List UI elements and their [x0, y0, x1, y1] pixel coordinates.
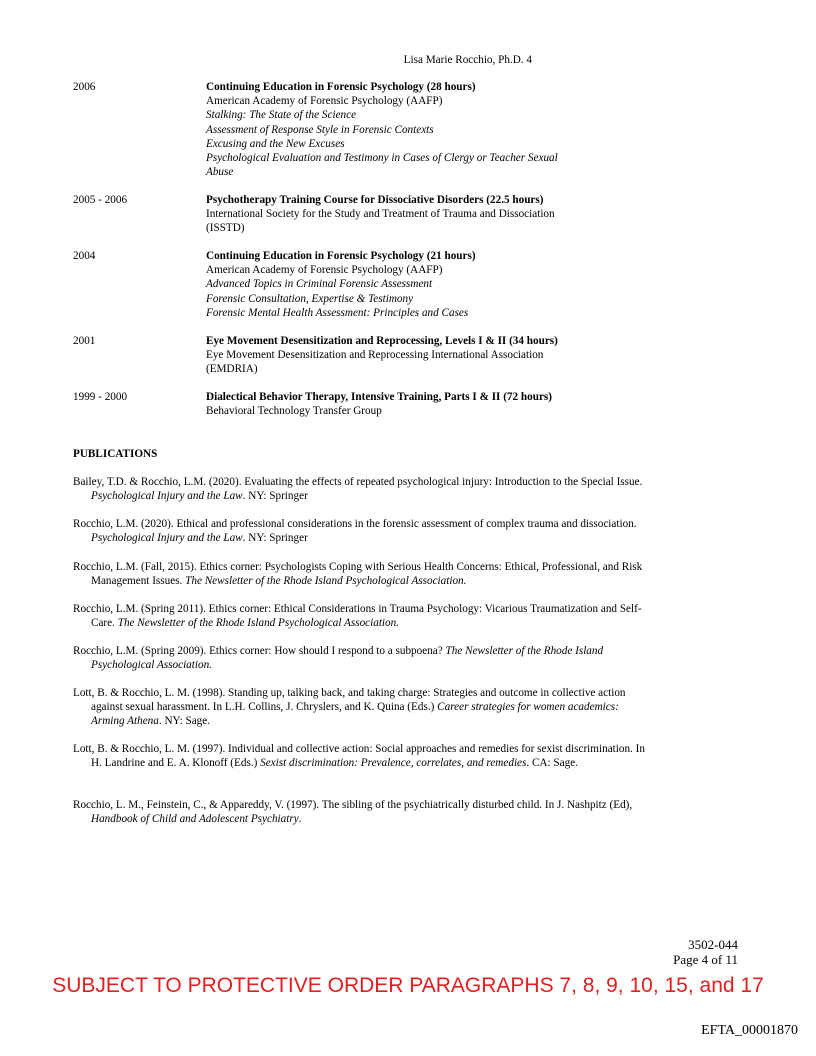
citation-text: . NY: Springer [242, 490, 308, 503]
citation-text: . [298, 813, 302, 826]
entry-title: Dialectical Behavior Therapy, Intensive Training, Parts I & II (72 hours) [206, 391, 552, 403]
entry-org: International Society for the Study and Treatment of Trauma and Dissociation [206, 208, 555, 221]
footer-codes [673, 937, 738, 967]
bates-number: EFTA_00001870 [701, 1023, 798, 1038]
citation-source: The Newsletter of the Rhode Island Psychological Association. [185, 575, 467, 588]
entry-topic: Abuse [206, 166, 234, 179]
page-number: Page 4 of 11 [673, 952, 738, 967]
entry-body [206, 390, 626, 418]
entry-title: Eye Movement Desensitization and Reprocessing, Levels I & II (34 hours) [206, 335, 558, 347]
citation-text: . NY: Springer [242, 532, 308, 545]
entry-year: 2005 - 2006 [73, 194, 128, 206]
publication-item [73, 798, 651, 826]
page-header: Lisa Marie Rocchio, Ph.D. 4 [403, 54, 532, 66]
citation-text: Bailey, T.D. & Rocchio, L.M. (2020). Evaluating the effects of repeated psychological injury: Introduction to the Special Issue. [73, 476, 643, 488]
entry-body [206, 80, 626, 179]
publication-item [73, 475, 651, 503]
entry-topic: Excusing and the New Excuses [206, 137, 345, 150]
citation-source: The Newsletter of the Rhode Island Psychological Association. [91, 645, 604, 672]
entry-topic: Assessment of Response Style in Forensic Contexts [206, 123, 434, 136]
entry-year: 1999 - 2000 [73, 391, 128, 403]
entry-body [206, 249, 626, 320]
entry-title: Psychotherapy Training Course for Dissociative Disorders (22.5 hours) [206, 194, 544, 206]
entry-year: 2001 [73, 335, 96, 347]
publication-item [73, 686, 651, 729]
entry-topic: Forensic Mental Health Assessment: Principles and Cases [206, 306, 469, 319]
publication-item [73, 644, 651, 672]
citation-source: The Newsletter of the Rhode Island Psychological Association. [117, 617, 400, 630]
citation-text: Rocchio, L.M. (Fall, 2015). Ethics corner: Psychologists Coping with Serious Health Concerns: Ethical, Professional, and Risk Management Issues. [73, 561, 643, 588]
citation-text: . CA: Sage. [526, 757, 578, 770]
entry-org: American Academy of Forensic Psychology (AAFP) [206, 95, 443, 108]
citation-text: Lott, B. & Rocchio, L. M. (1998). Standing up, talking back, and taking charge: Strategies and outcome in collective action against sexual harassment. In L.H. Collins, J. Chryslers, and K. Quina (Eds.) [73, 687, 626, 714]
publication-item [73, 602, 651, 630]
citation-text: Rocchio, L.M. (Spring 2011). Ethics corner: Ethical Considerations in Trauma Psychology: Vicarious Traumatization and Self-Care. [73, 603, 642, 630]
entry-body [206, 193, 626, 236]
entry-year: 2006 [73, 81, 96, 93]
publications-heading: PUBLICATIONS [73, 448, 158, 460]
publication-item [73, 517, 651, 545]
entry-title: Continuing Education in Forensic Psychology (21 hours) [206, 250, 476, 262]
entry-org: American Academy of Forensic Psychology (AAFP) [206, 264, 443, 277]
citation-text: Rocchio, L.M. (2020). Ethical and professional considerations in the forensic assessment of complex trauma and dissociation. [73, 518, 637, 530]
entry-org: Eye Movement Desensitization and Reprocessing International Association [206, 349, 544, 362]
entry-body [206, 334, 626, 377]
document-code: 3502-044 [688, 937, 738, 952]
entry-org: (EMDRIA) [206, 363, 258, 376]
entry-topic: Psychological Evaluation and Testimony in Cases of Clergy or Teacher Sexual [206, 152, 558, 165]
citation-source: Psychological Injury and the Law [91, 532, 243, 545]
entry-topic: Forensic Consultation, Expertise & Testimony [206, 292, 414, 305]
entry-org: (ISSTD) [206, 222, 245, 235]
citation-source: Sexist discrimination: Prevalence, correlates, and remedies [260, 757, 527, 770]
entry-topic: Stalking: The State of the Science [206, 109, 357, 122]
entry-topic: Advanced Topics in Criminal Forensic Assessment [206, 278, 433, 291]
publication-item [73, 560, 651, 588]
citation-source: Career strategies for women academics: Arming Athena [91, 701, 619, 728]
citation-source: Handbook of Child and Adolescent Psychiatry [91, 813, 299, 826]
protective-order-stamp: SUBJECT TO PROTECTIVE ORDER PARAGRAPHS 7, 8, 9, 10, 15, and 17 [52, 974, 764, 997]
citation-text: Rocchio, L.M. (Spring 2009). Ethics corner: How should I respond to a subpoena? [73, 645, 446, 657]
entry-org: Behavioral Technology Transfer Group [206, 405, 382, 418]
citation-source: Psychological Injury and the Law [91, 490, 243, 503]
citation-text: Rocchio, L. M., Feinstein, C., & Appareddy, V. (1997). The sibling of the psychiatrically disturbed child. In J. Nashpitz (Ed), [73, 799, 633, 811]
entry-year: 2004 [73, 250, 96, 262]
entry-title: Continuing Education in Forensic Psychology (28 hours) [206, 81, 476, 93]
citation-text: . NY: Sage. [158, 715, 211, 728]
publication-item [73, 742, 651, 770]
citation-text: Lott, B. & Rocchio, L. M. (1997). Individual and collective action: Social approaches and remedies for sexist discrimination. In H. Landrine and E. A. Klonoff (Eds.) [73, 743, 645, 770]
